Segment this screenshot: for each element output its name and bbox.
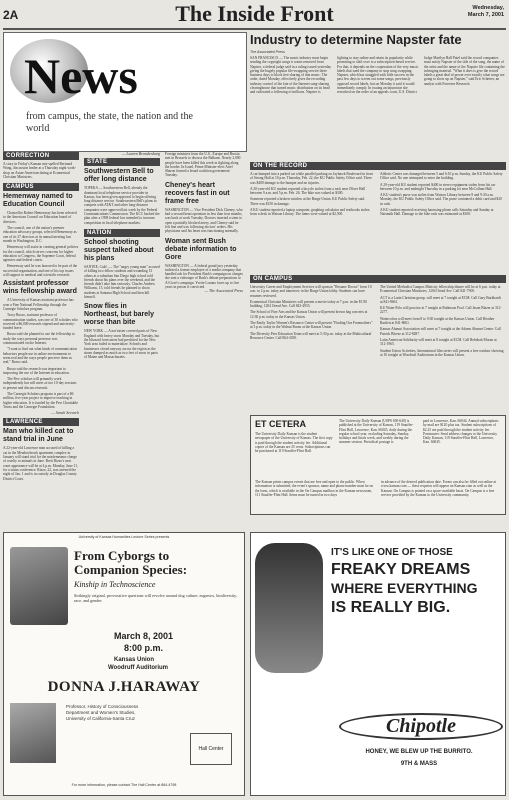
- burrito-graphic: [255, 543, 323, 673]
- news-title: News: [24, 48, 138, 104]
- chipotle-line-2: FREAKY DREAMS: [331, 561, 471, 578]
- ad-description: Strikingly original, provocative questions will revolve around dog culture, eugenics, biodiversity, race, and gender.: [74, 593, 238, 603]
- ad-series: University of Kansas Humanities Lecture Series presents: [78, 535, 170, 539]
- campus-story1-p4: Hemenway said he was honored to be part of the successful organization, and one of his top issues will support to medical and scientific research.: [3, 264, 78, 278]
- ad-role-2: Department and Women's Studies,: [66, 710, 136, 715]
- record-item: A 20-year-old KU student reported $400 in stereo equipment stolen from his car between 10 p.m. and midnight Thursday in a parking lot near McCollum Hall.: [380, 182, 496, 191]
- on-record-label: ON THE RECORD: [250, 162, 506, 170]
- ad-title-2: Companion Species:: [74, 562, 188, 577]
- campus-story2-p2: Tracy Russo, assistant professor of communication studies, was one of 30 scholars who received a $6,000 research stipend and university-funded leave.: [3, 313, 78, 331]
- on-campus-col1: [250, 285, 374, 342]
- et-cetera-col2: The University Daily Kansan (USPS 650-640) is published at the University of Kansas, 119 Stauffer-Flint Hall, Lawrence, Kan. 66045, daily during the regular school year, excluding Saturday, Sunday, holidays and finals week, and weekly during the summer session. Periodical postage is: [339, 419, 414, 445]
- campus-event: The Diversity Peer Education Team will meet at 5:30 p.m. today at the Multicultural Resource Center. Call 864-4350.: [250, 331, 372, 340]
- nation-label: NATION: [84, 229, 160, 237]
- state-label: STATE: [84, 158, 160, 166]
- correction-text: A story in Friday's Kansan mis-spelled Bertrand Wang, discussion leader at a Thursday night work-shop on Asian-American dating at Ecumenical Christian Ministries.: [3, 162, 76, 179]
- on-record-col2: [380, 172, 504, 219]
- world-body-1: WASHINGTON — Vice President Dick Cheney, who had a second heart operation in less than four months, was back at work Tuesday. Doctors inserted a stent to open a partially blocked artery, and Cheney said he felt fine and was following doctors' orders. His physicians said his heart was functioning normally.: [165, 207, 243, 234]
- chipotle-line-3: WHERE EVERYTHING: [331, 580, 478, 596]
- napster-source: The Associated Press: [250, 50, 285, 54]
- et-cetera-col1: The University Daily Kansan is the student newspaper of the University of Kansas. The first copy is paid through the student activity fee. Additional copies of the Kansan are 25 cents. Subscriptions can be purchased at 119 Stauffer-Flint Hall.: [255, 432, 333, 454]
- et-cetera-col3: paid in Lawrence, Kan. 66044. Annual subscriptions by mail are $120 plus tax. Student subscriptions of $2.25 are paid through the student activity fee. Postmaster: Send address changes to the University Daily Kansan, 119 Stauffer-Flint Hall, Lawrence, Kan. 66045.: [423, 419, 499, 445]
- chipotle-line-4: IS REALLY BIG.: [331, 599, 451, 616]
- world-body: Foreign ministers from the U.S., Europe and Russia met in Brussels to discuss the Balkans. Nearly 2,000 people have been killed this week in fighting along the border. In Israel, Prime Minister-elect Ariel Sharon formed a broad coalition government Tuesday.: [165, 152, 241, 178]
- hall-center-logo: Hall Center: [190, 733, 232, 765]
- campus-headline-2: Assistant professor wins fellowship award: [3, 280, 77, 296]
- campus-label: CAMPUS: [3, 183, 79, 191]
- lawrence-label: LAWRENCE: [3, 418, 79, 426]
- lawrence-body: A 22-year-old Lawrence man accused of killing a cat in the Meadowbrook apartment complex in January will stand trial for the misdemeanor charge of cruelty to animals in June. Brett Rizzo's next court appearance will be at 4 p.m. Monday, June 11, for a status conference. Rizzo, 22, was arrested the night of Jan. 1 and is in custody in Douglas County District Court.: [3, 446, 78, 481]
- middle-column: [84, 152, 160, 359]
- napster-body: SAN FRANCISCO — The music industry must begin sending the copyright songs it wants removed from Napster, a federal judge said in a ruling issued yesterday giving the hugely popular file-swapping service three business days to block free sharing of that music. The order, dated Monday, effectively gives the recording industry control of the fate of the Internet song-sharing clearinghouse that turned music distribution on its head and cultivated a following of millions. Napster is fighting to stay online and retain its popularity while promising to shift over to a subscription-based service. For that, it depends on the cooperation of the very music labels that sued the company to stop song swapping. Napster, which has struggled with little success in the past few days to screen out some songs, previously opposed record labels, but on Monday it said it would immediately comply. In issuing an injunction she reworked on the order of an appeals court, U.S. District Judge Marilyn Hall Patel said the record companies must notify Napster of the title of the song, the name of the artist and the name of the Napster file containing the infringing material. "What it does is give the record labels a great deal of power over exactly what songs are going to show up on Napster," said Eric Scheirer, an analyst with Forrester Research.: [250, 56, 505, 95]
- ad-footer: For more information, please contact The Hall Center at 864-4798: [71, 783, 177, 787]
- correction-label: CORRECTION: [3, 152, 79, 160]
- campus-story1-p1: Chancellor Robert Hemenway has been selected to the American Council on Education board of directors.: [3, 211, 77, 224]
- et-cetera-notice1: The Kansan prints campus events that are free and open to the public. When information is submitted, the event's sponsor, name and phone number must be on the form, which is available in the On Campus mailbox in the Kansan newsroom, 111 Stauffer-Flint Hall. Items must be turned in two days: [255, 480, 374, 497]
- campus-headline-1: Hemenway named to Education Council: [3, 193, 73, 209]
- campus-story2-p3: Russo said she planned to use the fellowship to study the ways personal presence was communicated on the Internet.: [3, 332, 75, 346]
- state-body: TOPEKA — Southwestern Bell, already the dominant local telephone service provider in Kansas, has been given approval to begin offering long distance service. Southwestern Bell's plans to compete with AT&T and other long-distance companies were approved last week by the Federal Communications Commission. The KCC backed the plan after a 1998 federal law intended to increase competition in local telephone markets.: [84, 186, 160, 225]
- record-item: A KU student reported receiving harassing phone calls Saturday and Sunday at Naismith Hall. Damage to the bike rack was estimated at $100.: [380, 208, 494, 217]
- campus-story2-p5: Russo said the research was important to improving the use of the Internet in education.: [3, 366, 70, 375]
- campus-event: Kansas Alumni Association will meet at 7 tonight at the Adams Alumni Center. Call Patrick Bloese at 312-8287.: [380, 327, 501, 336]
- ad-time: 8:00 p.m.: [124, 643, 164, 653]
- campus-byline: — Sarah Seearch: [51, 410, 79, 416]
- record-item: A KU student reported a laptop computer, graphing calculator and textbooks stolen from a desk in Watson Library. The items were valued at $2,500.: [250, 208, 370, 217]
- ad-role-3: University of California-Santa Cruz: [66, 716, 136, 721]
- lawrence-headline: Man who killed cat to stand trial in June: [3, 428, 74, 444]
- lawrence-byline: — Lauren Brandenburg: [121, 151, 160, 156]
- world-body-2: WASHINGTON — A federal grand jury yesterday indicted a former employee of a media company that handled ads for President Bush's campaign on charges she sent a videotape of Bush's debate preparations to Al Gore's campaign. Yvette Lozano faces up to five years in prison if convicted.: [165, 263, 243, 290]
- campus-story1-p3: Hemenway will assist in creating general policies for the council, which serves concerns for higher education to Congress, the Supreme Court, federal agencies and federal courts.: [3, 245, 79, 263]
- nation-body-1: SANTEE, Calif. — The "angry young man" accused of killing two fellow students and wounding 13 others at a suburban San Diego high school told friends about his plans over the weekend, and the friends didn't take him seriously. Charles Andrew Williams, 15, told friends he planned to shoot students at Santana High School and then kill himself.: [84, 264, 160, 300]
- state-headline: Southwestern Bell to offer long distance: [84, 168, 154, 184]
- section-title: The Inside Front: [175, 1, 334, 26]
- campus-event: University Career and Employment Services will sponsor "Resume Doctor" from 10 a.m. to 2 p.m. today and tomorrow in the Burge Union lobby. Students can have resumes reviewed.: [250, 285, 372, 298]
- header-date: March 7, 2001: [467, 12, 504, 18]
- campus-story2-p4: "I want to find out what kinds of communication behaviors people use in online environments to seem real and the ways people perceive them as real," Russo said.: [3, 347, 78, 365]
- et-cetera-box: [250, 415, 506, 515]
- campus-story2-p6: The Pew scholars will primarily work independently but will meet at two 10-day sessions to present and discuss research.: [3, 377, 77, 390]
- record-item: A 20-year-old KU student reported a bicycle stolen from a rack near Oliver Hall between 9 a.m. and 5 p.m. Feb. 26. The bike was valued at $300.: [250, 186, 366, 196]
- news-box: [3, 32, 247, 152]
- campus-story1-p2: The council, one of the nation's premier education advocacy groups, selected Hemenway as one of its 37 directors at its annual meeting last month in Washington, D.C.: [3, 226, 77, 243]
- record-item: Athletic Center was damaged between 5 and 6:10 p.m. Sunday, the KU Public Safety Office said. No one attempted to enter the building.: [380, 172, 503, 181]
- campus-event: ACT is a Latin Christian group, will meet at 7 tonight at ECM. Call Gary Burkhardt at 841-8661.: [380, 295, 501, 304]
- chipotle-ad: [250, 532, 506, 796]
- campus-event: Latin American Solidarity will meet at 8 tonight at ECM. Call Rebekah Moran at 312-1965.: [380, 337, 497, 347]
- ad-venue-2: Woodruff Auditorium: [108, 665, 168, 671]
- record-item: A KU student's purse was stolen from Watson Library between 9 and 9:30 a.m. Monday, the KU Public Safety Office said. The purse contained a debit card and $20 in cash.: [380, 193, 502, 206]
- header-day: Wednesday,: [472, 5, 504, 11]
- humanities-ad: [3, 532, 245, 796]
- news-tagline: from campus, the state, the nation and the world: [26, 111, 193, 134]
- third-column: [165, 152, 243, 294]
- ad-title-1: From Cyborgs to: [74, 548, 170, 563]
- campus-event: The School of Fine Arts and the Kansas Union will present brown bag concerts at 12:30 p.m. today in the Kansas Union.: [250, 310, 368, 319]
- page-number: 2A: [3, 8, 19, 22]
- record-item: A car bumped into a parked car while parallel parking on Jayhawk Boulevard in front of Strong Hall at 10 p.m. Thursday, Feb. 22, the KU Public Safety Office said. There was $400 damage to the bumper and no injuries.: [250, 172, 373, 185]
- et-cetera-label: ET CETERA: [255, 419, 307, 429]
- campus-event: The United Methodist Campus Ministry fellowship dinner will be at 6 p.m. today at Ecumenical Christian Ministries, 1204 Oread Ave. Call 841-7500.: [380, 285, 501, 294]
- cyborg-graphic: [10, 547, 68, 625]
- masthead-rule: [3, 28, 506, 30]
- record-item: Someone reported a broken window at the Burge Union, KU Public Safety said. There was $150 in damage.: [250, 197, 366, 206]
- chipotle-tagline: HONEY, WE BLEW UP THE BURRITO.: [365, 749, 473, 755]
- ad-date: March 8, 2001: [114, 631, 174, 641]
- campus-event: Ecumenical Christian Ministries will present a movie today at 7 p.m. in the ECM building, 1204 Oread Ave. Call 843-4933.: [250, 299, 367, 309]
- campus-story2-p1: A University of Kansas assistant professor has won a Fine National Fellowship through the Carnegie Scholars program.: [3, 298, 74, 311]
- chipotle-line-1: IT'S LIKE ONE OF THOSE: [331, 547, 453, 558]
- chipotle-address: 9TH & MASS: [400, 761, 438, 767]
- ad-role-1: Professor, History of Consciousness: [66, 704, 139, 709]
- left-column: [3, 152, 79, 481]
- ap-byline: — The Associated Press: [204, 288, 243, 294]
- nation-headline-1: School shooting suspect talked about his plans: [84, 238, 154, 262]
- nation-body-2: NEW YORK — A nor'easter covered parts of New England with heavy snow Monday and Tuesday, but the blizzard forecasters had predicted for the New York area failed to materialize. Schools and businesses closed anyway across the region as the storm dumped as much as two feet of snow in parts of Maine and Massachusetts.: [84, 329, 160, 360]
- on-record-col1: [250, 172, 374, 219]
- speaker-photo: [10, 703, 56, 763]
- ad-speaker: DONNA J.HARAWAY: [47, 679, 201, 695]
- ad-subtitle: Kinship in Technoscience: [74, 580, 156, 589]
- on-campus-label: ON CAMPUS: [250, 275, 506, 283]
- et-cetera-notice2: in advance of the desired publication date. Forms can also be filled out online at www.kansan.com — these requests will appear on Kansan.com as well as the Kansan. On Campus is printed on a space-available basis. On Campus is a free service provided by the Kansan to the University community.: [381, 480, 497, 497]
- ad-venue-1: Kansas Union: [114, 657, 155, 663]
- campus-event: The Emily Taylor Women's Resource Center will present "Finding Our Foremothers" at 3 p.m. today in the Walnut Room at the Kansas Union.: [250, 321, 373, 330]
- campus-event: Watercolors will meet from 8 to 9:30 tonight at the Kansas Union. Call Heather Bartlett at 841-8661.: [380, 316, 495, 326]
- world-headline-1: Cheney's heart recovers fast in out frame free: [165, 181, 230, 205]
- campus-story2-p7: The Carnegie Scholars program is part of a $6 million, five-year project to improve teaching in higher education. It is funded by the Pew Charitable Trusts and the Carnegie Foundation.: [3, 391, 78, 409]
- campus-event: Student Union Activities, International film series will present a free outdoor showing at 10 tonight at Woodruff Auditorium in the Kansas Union.: [380, 348, 504, 357]
- world-headline-2: Woman sent Bush debate information to Gore: [165, 237, 237, 261]
- napster-headline: Industry to determine Napster fate: [250, 32, 462, 47]
- on-campus-col2: [380, 285, 504, 359]
- campus-event: KU Water Polo will practice at 7 tonight at Robinson Pool. Call Jason Blazer at 312-2277.: [380, 306, 502, 315]
- chipotle-logo: Chipotle: [339, 713, 503, 740]
- nation-headline-2: Snow flies in Northeast, but barely worse than bite: [84, 303, 155, 327]
